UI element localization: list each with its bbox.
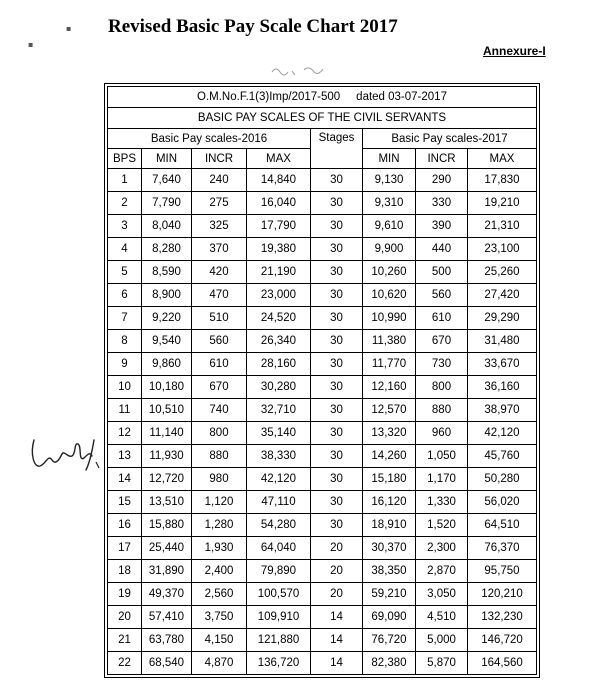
- max-2017-cell: 146,720: [468, 629, 537, 652]
- annexure-label: Annexure-I: [483, 44, 546, 58]
- table-heading: BASIC PAY SCALES OF THE CIVIL SERVANTS: [108, 108, 537, 129]
- incr-2016-cell: 3,750: [192, 606, 247, 629]
- incr-2016-cell: 800: [192, 422, 247, 445]
- max-2016-cell: 121,880: [247, 629, 311, 652]
- min-2016-cell: 15,880: [142, 514, 192, 537]
- min-2016-cell: 68,540: [142, 652, 192, 675]
- incr-2016-cell: 880: [192, 445, 247, 468]
- incr-2017-cell: 440: [416, 238, 468, 261]
- stages-cell: 30: [311, 284, 363, 307]
- min-2016-cell: 12,720: [142, 468, 192, 491]
- stages-cell: 30: [311, 514, 363, 537]
- max-2016-cell: 28,160: [247, 353, 311, 376]
- table-row: [108, 307, 537, 330]
- min-2017-cell: 16,120: [363, 491, 416, 514]
- table-row: [108, 261, 537, 284]
- min-2017-cell: 12,570: [363, 399, 416, 422]
- min-2016-cell: 10,180: [142, 376, 192, 399]
- incr-2016-cell: 325: [192, 215, 247, 238]
- max-2017-cell: 164,560: [468, 652, 537, 675]
- incr-2016-cell: 240: [192, 169, 247, 192]
- max-2016-cell: 26,340: [247, 330, 311, 353]
- min-2016-cell: 9,540: [142, 330, 192, 353]
- incr-2016-cell: 670: [192, 376, 247, 399]
- bps-cell: 2: [108, 192, 142, 215]
- faint-scribble: [270, 62, 340, 80]
- min-2017-cell: 11,380: [363, 330, 416, 353]
- memo-header-cell: [108, 87, 537, 108]
- table-row: [108, 468, 537, 491]
- incr-2016-cell: 370: [192, 238, 247, 261]
- max-2016-cell: 19,380: [247, 238, 311, 261]
- max-2017-cell: 33,670: [468, 353, 537, 376]
- stages-cell: 20: [311, 560, 363, 583]
- stages-header: Stages: [311, 129, 363, 169]
- table-row: [108, 376, 537, 399]
- bps-cell: 19: [108, 583, 142, 606]
- bps-cell: 14: [108, 468, 142, 491]
- bps-cell: 18: [108, 560, 142, 583]
- min-2017-cell: 13,320: [363, 422, 416, 445]
- table-row: [108, 537, 537, 560]
- table-row: [108, 606, 537, 629]
- incr-2016-cell: 2,400: [192, 560, 247, 583]
- bps-cell: 22: [108, 652, 142, 675]
- table-row: [108, 353, 537, 376]
- min-2017-cell: 11,770: [363, 353, 416, 376]
- max-2017-cell: 36,160: [468, 376, 537, 399]
- min-2016-cell: 11,930: [142, 445, 192, 468]
- bps-cell: 12: [108, 422, 142, 445]
- stages-cell: 30: [311, 215, 363, 238]
- max-2017-cell: 31,480: [468, 330, 537, 353]
- table-row: [108, 560, 537, 583]
- stages-cell: 30: [311, 445, 363, 468]
- max-2017-cell: 27,420: [468, 284, 537, 307]
- incr-2017-cell: 560: [416, 284, 468, 307]
- min-2017-cell: 14,260: [363, 445, 416, 468]
- min-2016-cell: 9,860: [142, 353, 192, 376]
- page-title: Revised Basic Pay Scale Chart 2017: [108, 16, 398, 37]
- incr-2016-cell: 560: [192, 330, 247, 353]
- max-2016-cell: 32,710: [247, 399, 311, 422]
- max-2016-cell: 42,120: [247, 468, 311, 491]
- incr-2016-cell: 740: [192, 399, 247, 422]
- min-2017-cell: 59,210: [363, 583, 416, 606]
- min-2016-cell: 10,510: [142, 399, 192, 422]
- min-2016-cell: 25,440: [142, 537, 192, 560]
- max-2016-cell: 17,790: [247, 215, 311, 238]
- table-row: [108, 445, 537, 468]
- stages-cell: 20: [311, 583, 363, 606]
- table-row: [108, 284, 537, 307]
- table-row: [108, 399, 537, 422]
- stages-cell: 30: [311, 399, 363, 422]
- incr-2017-cell: 730: [416, 353, 468, 376]
- bps-cell: 17: [108, 537, 142, 560]
- min-2017-cell: 9,130: [363, 169, 416, 192]
- min-2017-cell: 10,990: [363, 307, 416, 330]
- min-2016-cell: 9,220: [142, 307, 192, 330]
- min-2017-cell: 76,720: [363, 629, 416, 652]
- min-2016-cell: 8,590: [142, 261, 192, 284]
- office-memo-number: O.M.No.F.1(3)Imp/2017-500: [197, 91, 341, 103]
- stages-cell: 30: [311, 468, 363, 491]
- min-2016-cell: 7,790: [142, 192, 192, 215]
- stages-cell: 30: [311, 169, 363, 192]
- min-2016-cell: 7,640: [142, 169, 192, 192]
- min-2017-cell: 9,610: [363, 215, 416, 238]
- max-2016-cell: 79,890: [247, 560, 311, 583]
- max-2017-cell: 21,310: [468, 215, 537, 238]
- max-2017-cell: 19,210: [468, 192, 537, 215]
- incr-2016-cell: 4,150: [192, 629, 247, 652]
- table-row: [108, 238, 537, 261]
- incr-2017-cell: 500: [416, 261, 468, 284]
- bps-cell: 1: [108, 169, 142, 192]
- max-2016-cell: 24,520: [247, 307, 311, 330]
- incr-2017-cell: 1,050: [416, 445, 468, 468]
- stages-cell: 30: [311, 376, 363, 399]
- max-2017-cell: 42,120: [468, 422, 537, 445]
- stages-cell: 30: [311, 330, 363, 353]
- incr-2016-cell: 275: [192, 192, 247, 215]
- stages-cell: 30: [311, 422, 363, 445]
- bps-cell: 8: [108, 330, 142, 353]
- max-2017-cell: 132,230: [468, 606, 537, 629]
- max-2017-cell: 50,280: [468, 468, 537, 491]
- incr-2017-cell: 2,870: [416, 560, 468, 583]
- bps-cell: 11: [108, 399, 142, 422]
- max-2017-cell: 76,370: [468, 537, 537, 560]
- min-2017-cell: 9,310: [363, 192, 416, 215]
- incr-2017-cell: 610: [416, 307, 468, 330]
- group-header-2017: Basic Pay scales-2017: [363, 129, 537, 149]
- max-2017-cell: 25,260: [468, 261, 537, 284]
- min-2017-cell: 18,910: [363, 514, 416, 537]
- incr-2017-cell: 670: [416, 330, 468, 353]
- max-2016-cell: 109,910: [247, 606, 311, 629]
- incr-2016-cell: 980: [192, 468, 247, 491]
- incr-2017-cell: 1,520: [416, 514, 468, 537]
- scan-speck: ▪: [28, 40, 34, 49]
- min-2017-header: MIN: [363, 149, 416, 169]
- max-2016-cell: 47,110: [247, 491, 311, 514]
- incr-2016-cell: 1,120: [192, 491, 247, 514]
- stages-cell: 14: [311, 629, 363, 652]
- incr-2016-cell: 610: [192, 353, 247, 376]
- pay-scale-table: [107, 86, 537, 675]
- incr-2016-cell: 510: [192, 307, 247, 330]
- min-2017-cell: 69,090: [363, 606, 416, 629]
- memo-date: dated 03-07-2017: [356, 91, 447, 103]
- min-2016-cell: 8,900: [142, 284, 192, 307]
- min-2017-cell: 10,260: [363, 261, 416, 284]
- max-2017-cell: 64,510: [468, 514, 537, 537]
- max-2017-cell: 23,100: [468, 238, 537, 261]
- bps-header: BPS: [108, 149, 142, 169]
- min-2017-cell: 30,370: [363, 537, 416, 560]
- table-row: [108, 330, 537, 353]
- bps-cell: 13: [108, 445, 142, 468]
- bps-cell: 21: [108, 629, 142, 652]
- bps-cell: 3: [108, 215, 142, 238]
- stages-cell: 30: [311, 238, 363, 261]
- incr-2017-cell: 390: [416, 215, 468, 238]
- min-2016-cell: 57,410: [142, 606, 192, 629]
- bps-cell: 4: [108, 238, 142, 261]
- max-2017-cell: 17,830: [468, 169, 537, 192]
- group-header-2016: Basic Pay scales-2016: [108, 129, 311, 149]
- table-row: [108, 629, 537, 652]
- min-2016-cell: 8,040: [142, 215, 192, 238]
- incr-2017-cell: 960: [416, 422, 468, 445]
- incr-2017-cell: 1,170: [416, 468, 468, 491]
- max-2017-cell: 120,210: [468, 583, 537, 606]
- max-2017-cell: 29,290: [468, 307, 537, 330]
- min-2017-cell: 10,620: [363, 284, 416, 307]
- incr-2017-cell: 880: [416, 399, 468, 422]
- handwritten-signature: [28, 432, 108, 482]
- incr-2017-cell: 800: [416, 376, 468, 399]
- max-2016-cell: 30,280: [247, 376, 311, 399]
- incr-2017-cell: 2,300: [416, 537, 468, 560]
- max-2016-cell: 23,000: [247, 284, 311, 307]
- min-2016-cell: 31,890: [142, 560, 192, 583]
- stages-cell: 30: [311, 261, 363, 284]
- incr-2017-cell: 1,330: [416, 491, 468, 514]
- incr-2017-header: INCR: [416, 149, 468, 169]
- table-row: [108, 652, 537, 675]
- min-2016-cell: 63,780: [142, 629, 192, 652]
- stages-cell: 30: [311, 491, 363, 514]
- stages-cell: 30: [311, 353, 363, 376]
- min-2017-cell: 12,160: [363, 376, 416, 399]
- max-2016-cell: 21,190: [247, 261, 311, 284]
- min-2017-cell: 38,350: [363, 560, 416, 583]
- incr-2017-cell: 290: [416, 169, 468, 192]
- max-2016-cell: 35,140: [247, 422, 311, 445]
- incr-2016-cell: 470: [192, 284, 247, 307]
- min-2017-cell: 82,380: [363, 652, 416, 675]
- incr-2016-cell: 1,930: [192, 537, 247, 560]
- max-2016-cell: 16,040: [247, 192, 311, 215]
- table-row: [108, 491, 537, 514]
- incr-2016-cell: 420: [192, 261, 247, 284]
- min-2016-cell: 13,510: [142, 491, 192, 514]
- stages-cell: 30: [311, 192, 363, 215]
- max-2016-cell: 38,330: [247, 445, 311, 468]
- incr-2016-cell: 2,560: [192, 583, 247, 606]
- table-row: [108, 583, 537, 606]
- bps-cell: 20: [108, 606, 142, 629]
- table-row: [108, 192, 537, 215]
- bps-cell: 7: [108, 307, 142, 330]
- max-2016-cell: 136,720: [247, 652, 311, 675]
- max-2016-cell: 14,840: [247, 169, 311, 192]
- table-row: [108, 422, 537, 445]
- stages-cell: 14: [311, 652, 363, 675]
- max-2016-cell: 54,280: [247, 514, 311, 537]
- max-2016-cell: 100,570: [247, 583, 311, 606]
- max-2016-header: MAX: [247, 149, 311, 169]
- bps-cell: 6: [108, 284, 142, 307]
- incr-2016-header: INCR: [192, 149, 247, 169]
- stages-cell: 14: [311, 606, 363, 629]
- table-row: [108, 514, 537, 537]
- max-2017-cell: 95,750: [468, 560, 537, 583]
- bps-cell: 9: [108, 353, 142, 376]
- bps-cell: 16: [108, 514, 142, 537]
- max-2017-cell: 56,020: [468, 491, 537, 514]
- min-2016-cell: 11,140: [142, 422, 192, 445]
- max-2017-cell: 45,760: [468, 445, 537, 468]
- incr-2017-cell: 4,510: [416, 606, 468, 629]
- stages-cell: 30: [311, 307, 363, 330]
- bps-cell: 15: [108, 491, 142, 514]
- incr-2016-cell: 4,870: [192, 652, 247, 675]
- table-row: [108, 215, 537, 238]
- bps-cell: 5: [108, 261, 142, 284]
- incr-2017-cell: 5,870: [416, 652, 468, 675]
- max-2016-cell: 64,040: [247, 537, 311, 560]
- max-2017-cell: 38,970: [468, 399, 537, 422]
- min-2016-cell: 8,280: [142, 238, 192, 261]
- stages-cell: 20: [311, 537, 363, 560]
- min-2016-cell: 49,370: [142, 583, 192, 606]
- max-2017-header: MAX: [468, 149, 537, 169]
- incr-2017-cell: 330: [416, 192, 468, 215]
- incr-2016-cell: 1,280: [192, 514, 247, 537]
- scan-speck: ▪: [66, 24, 72, 33]
- min-2017-cell: 9,900: [363, 238, 416, 261]
- bps-cell: 10: [108, 376, 142, 399]
- table-row: [108, 169, 537, 192]
- incr-2017-cell: 5,000: [416, 629, 468, 652]
- incr-2017-cell: 3,050: [416, 583, 468, 606]
- min-2017-cell: 15,180: [363, 468, 416, 491]
- min-2016-header: MIN: [142, 149, 192, 169]
